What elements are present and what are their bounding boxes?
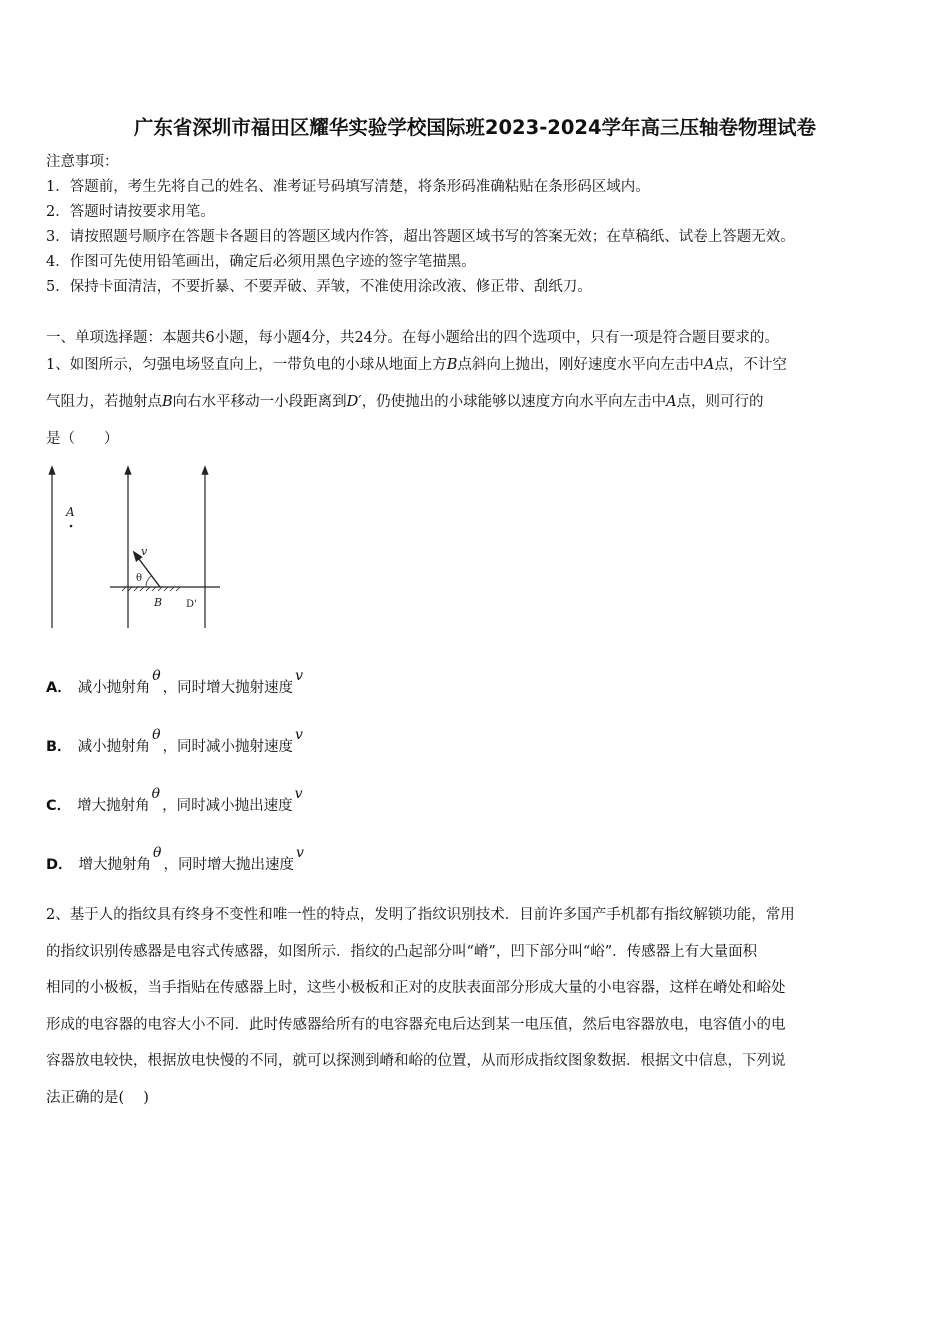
q2-line: 2、基于人的指纹具有终身不变性和唯一性的特点，发明了指纹识别技术．目前许多国产手机都有指纹解锁功能，常用: [46, 907, 795, 923]
q1-line-1: 1、如图所示，匀强电场竖直向上，一带负电的小球从地面上方B点斜向上抛出，刚好速度水平向左击中A点，不计空: [46, 357, 787, 373]
q2-line: 法正确的是( ): [46, 1089, 149, 1106]
label-b: B: [154, 596, 163, 609]
theta-symbol: θ: [153, 845, 162, 861]
option-a[interactable]: A． 减小抛射角θ，同时增大抛射速度v: [46, 668, 304, 696]
notice-item: 1．答题前，考生先将自己的姓名、准考证号码填写清楚，将条形码准确粘贴在条形码区域内。: [46, 179, 650, 195]
v-symbol: v: [295, 845, 304, 861]
theta-symbol: θ: [152, 668, 161, 684]
label-a: A: [66, 505, 75, 519]
angle-arc: [146, 576, 151, 587]
q2-line: 容器放电较快，根据放电快慢的不同，就可以探测到嵴和峪的位置，从而形成指纹图象数据．根据文中信息，下列说: [46, 1053, 786, 1069]
notice-item: 2．答题时请按要求用笔。: [46, 204, 215, 220]
question-2-stem: [46, 897, 916, 1116]
notice-item: 3．请按照题号顺序在答题卡各题目的答题区域内作答，超出答题区域书写的答案无效；在草稿纸、试卷上答题无效。: [46, 229, 795, 245]
symbol-a: A: [703, 357, 715, 373]
q2-line: 形成的电容器的电容大小不同．此时传感器给所有的电容器充电后达到某一电压值，然后电容器放电，电容值小的电: [46, 1016, 786, 1033]
section-heading: 一、单项选择题：本题共6小题，每小题4分，共24分。在每小题给出的四个选项中，只有一项是符合题目要求的。: [46, 330, 779, 346]
option-d[interactable]: D． 增大抛射角θ，同时增大抛出速度v: [46, 845, 304, 873]
question-1-stem: [46, 347, 916, 458]
point-a-dot: [70, 525, 73, 528]
label-d: D': [186, 599, 197, 610]
symbol-d: D′: [346, 394, 362, 410]
q1-line-3: 是（ ）: [46, 431, 119, 447]
theta-symbol: θ: [152, 727, 161, 743]
notice-heading: 注意事项：: [46, 154, 119, 170]
v-symbol: v: [294, 786, 303, 802]
notice-item: 5．保持卡面清洁，不要折暴、不要弄破、弄皱，不准使用涂改液、修正带、刮纸刀。: [46, 279, 592, 295]
theta-symbol: θ: [151, 786, 161, 802]
label-v: v: [141, 545, 148, 558]
option-c[interactable]: C． 增大抛射角θ，同时减小抛出速度v: [46, 786, 303, 814]
notice-item: 4．作图可先使用铅笔画出，确定后必须用黑色字迹的签字笔描黑。: [46, 254, 476, 270]
symbol-b: B: [446, 357, 458, 373]
notice-block: [46, 150, 916, 300]
q2-line: 的指纹识别传感器是电容式传感器，如图所示．指纹的凸起部分叫“嵴”，凹下部分叫“峪”．传感器上有大量面积: [46, 943, 758, 960]
v-symbol: v: [295, 668, 304, 684]
q2-line: 相同的小极板，当手指贴在传感器上时，这些小极板和正对的皮肤表面部分形成大量的小电容器，这样在嵴处和峪处: [46, 980, 786, 996]
v-symbol: v: [295, 727, 303, 743]
page-title: 广东省深圳市福田区耀华实验学校国际班2023-2024学年高三压轴卷物理试卷: [133, 116, 817, 139]
label-theta: θ: [136, 573, 143, 584]
q1-figure: [40, 460, 240, 635]
option-b[interactable]: B． 减小抛射角θ，同时减小抛射速度v: [46, 727, 303, 755]
q1-line-2: 气阻力，若抛射点B向右水平移动一小段距离到D′，仍使抛出的小球能够以速度方向水平向左击中A点，则可行的: [46, 394, 764, 410]
